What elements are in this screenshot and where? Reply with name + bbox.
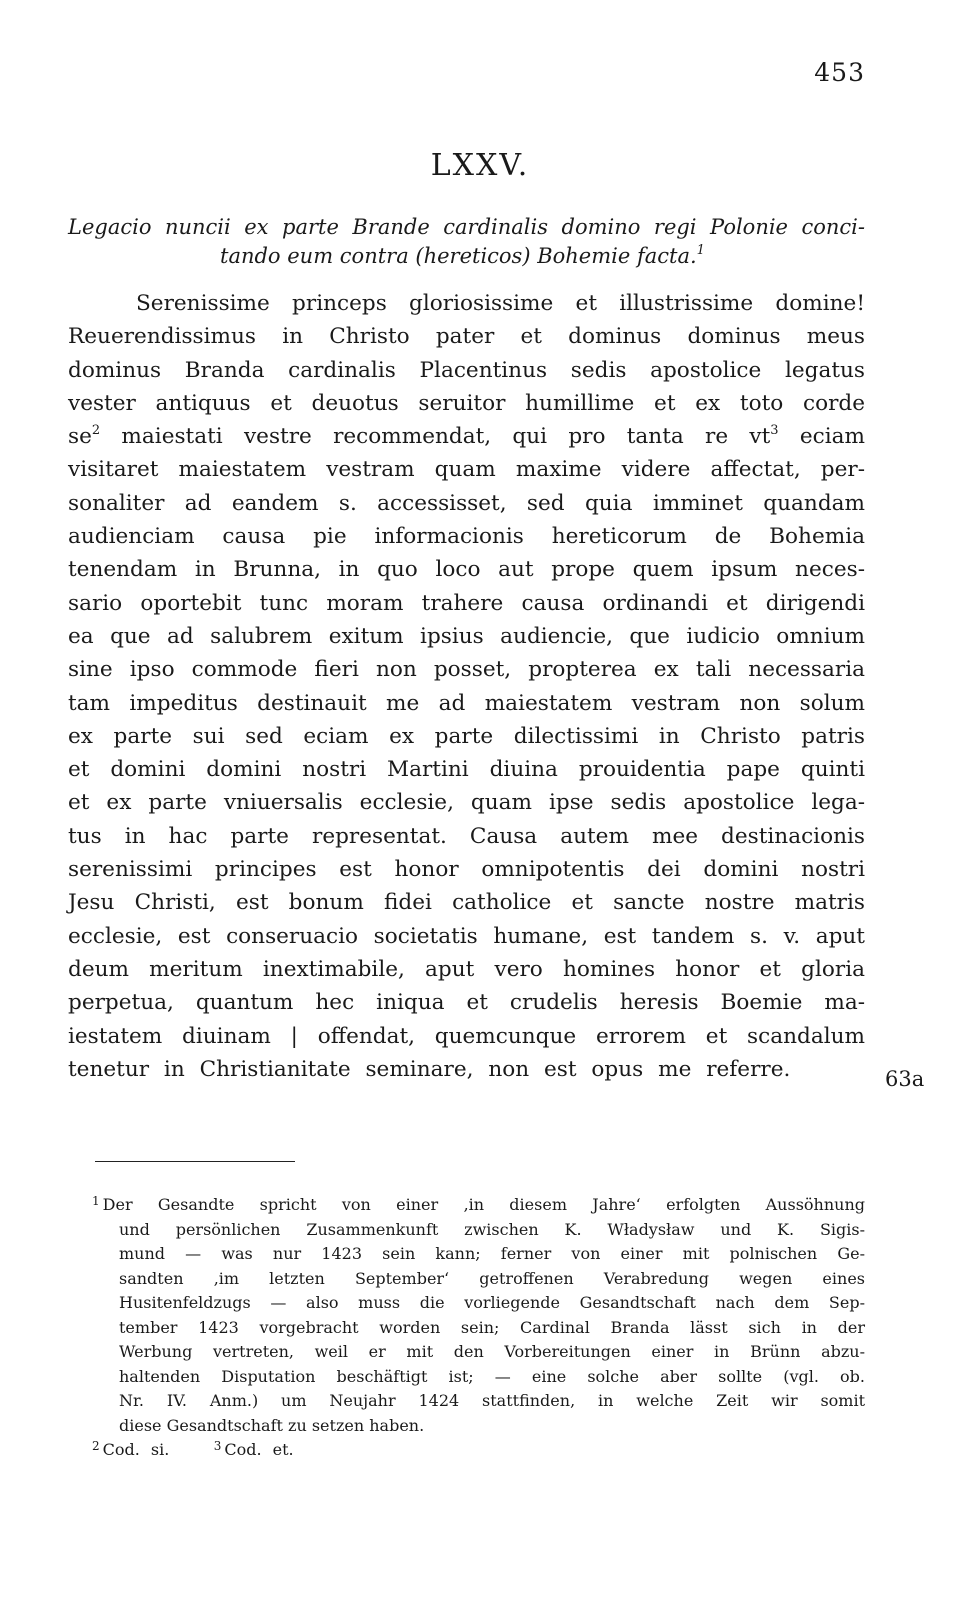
footnote-line: $^1$ Der Gesandte spricht von einer ‚in diesem Jahre‘ erfolgten Aussöhnung [92,1194,865,1214]
text-line: ea que ad salubrem exitum ipsius audiencie, que iudicio omnium [68,623,865,649]
footnote-line: sandten ‚im letzten September‘ getroffenen Verabredung wegen eines [119,1268,865,1288]
footnotes [92,1193,865,1463]
footnote-3-text: Cod. et. [224,1440,294,1459]
text-line: et domini domini nostri Martini diuina prouidentia pape quinti [68,757,865,783]
text-line: sine ipso commode fieri non posset, propterea ex tali necessaria [68,657,865,683]
text-line: Reuerendissimus in Christo pater et dominus dominus meus [68,324,865,350]
title-line-2: tando eum contra (hereticos) Bohemie facta.$^1$ [220,243,705,268]
text-line: et ex parte vniuersalis ecclesie, quam ipse sedis apostolice lega- [68,790,865,816]
text-line: iestatem diuinam | offendat, quemcunque errorem et scandalum [68,1023,865,1049]
body-text [68,287,865,1086]
text-line: sario oportebit tunc moram trahere causa ordinandi et dirigendi [68,590,865,616]
footnote-mark: 2 [92,1439,100,1453]
footnote-line: diese Gesandtschaft zu setzen haben. [119,1415,425,1435]
text-line: Jesu Christi, est bonum fidei catholice et sancte nostre matris [68,890,865,916]
document-number: LXXV. [430,148,530,183]
footnote-line: haltenden Disputation beschäftigt ist; — eine solche aber sollte (vgl. ob. [119,1366,865,1386]
margin-folio-note: 63a [885,1067,925,1091]
document-title [68,213,865,271]
text-line: ex parte sui sed eciam ex parte dilectissimi in Christo patris [68,723,865,749]
footnote-reference: 2 [91,423,101,439]
footnote-line: mund — was nur 1423 sein kann; ferner von einer mit polnischen Ge- [119,1244,865,1263]
text-line: tus in hac parte representat. Causa autem mee destinacionis [68,823,865,849]
footnote-mark: 3 [213,1439,222,1453]
text-line: deum meritum inextimabile, aput vero homines honor et gloria [68,956,865,982]
page-number: 453 [814,58,865,87]
footnote-line: tember 1423 vorgebracht worden sein; Cardinal Branda lässt sich in der [119,1317,865,1337]
text-line: tenendam in Brunna, in quo loco aut prope quem ipsum neces- [68,557,865,583]
text-line: tenetur in Christianitate seminare, non est opus me referre. [68,1056,791,1082]
text-line: ecclesie, est conseruacio societatis humane, est tandem s. v. aput [68,923,865,949]
footnote-reference: 3 [770,423,779,439]
title-line-1: Legacio nuncii ex parte Brande cardinalis domino regi Polonie conci- [68,215,865,239]
footnote-line: und persönlichen Zusammenkunft zwischen K. Władysław und K. Sigis- [119,1219,865,1239]
text-line: tam impeditus destinauit me ad maiestatem vestram non solum [68,690,865,716]
text-line: sonaliter ad eandem s. accessisset, sed quia imminet quandam [68,490,865,516]
footnote-line: Husitenfeldzugs — also muss die vorliegende Gesandtschaft nach dem Sep- [119,1293,865,1312]
text-line: $se^2$ maiestati vestre recommendat, qui pro tanta re $vt^3$ eciam [68,423,865,450]
footnote-reference: 1 [696,243,705,258]
text-line: perpetua, quantum hec iniqua et crudelis heresis Boemie ma- [68,990,865,1016]
text-line: Serenissime princeps gloriosissime et illustrissime domine! [136,291,865,316]
text-line: audienciam causa pie informacionis hereticorum de Bohemia [68,524,865,550]
text-line: dominus Branda cardinalis Placentinus sedis apostolice legatus [68,357,865,383]
text-line: serenissimi principes est honor omnipotentis dei domini nostri [68,857,865,883]
footnote-line: Werbung vertreten, weil er mit den Vorbereitungen einer in Brünn abzu- [119,1342,865,1361]
text-line: visitaret maiestatem vestram quam maxime videre affectat, per- [68,457,865,483]
text-line: vester antiquus et deuotus seruitor humillime et ex toto corde [68,390,865,416]
footnote-mark: 1 [92,1194,100,1208]
footnote-line [92,1438,865,1463]
footnote-2-text: Cod. si. [102,1440,170,1459]
footnote-divider [95,1161,295,1162]
footnote-line: Nr. IV. Anm.) um Neujahr 1424 stattfinden, in welche Zeit wir somit [119,1391,865,1410]
